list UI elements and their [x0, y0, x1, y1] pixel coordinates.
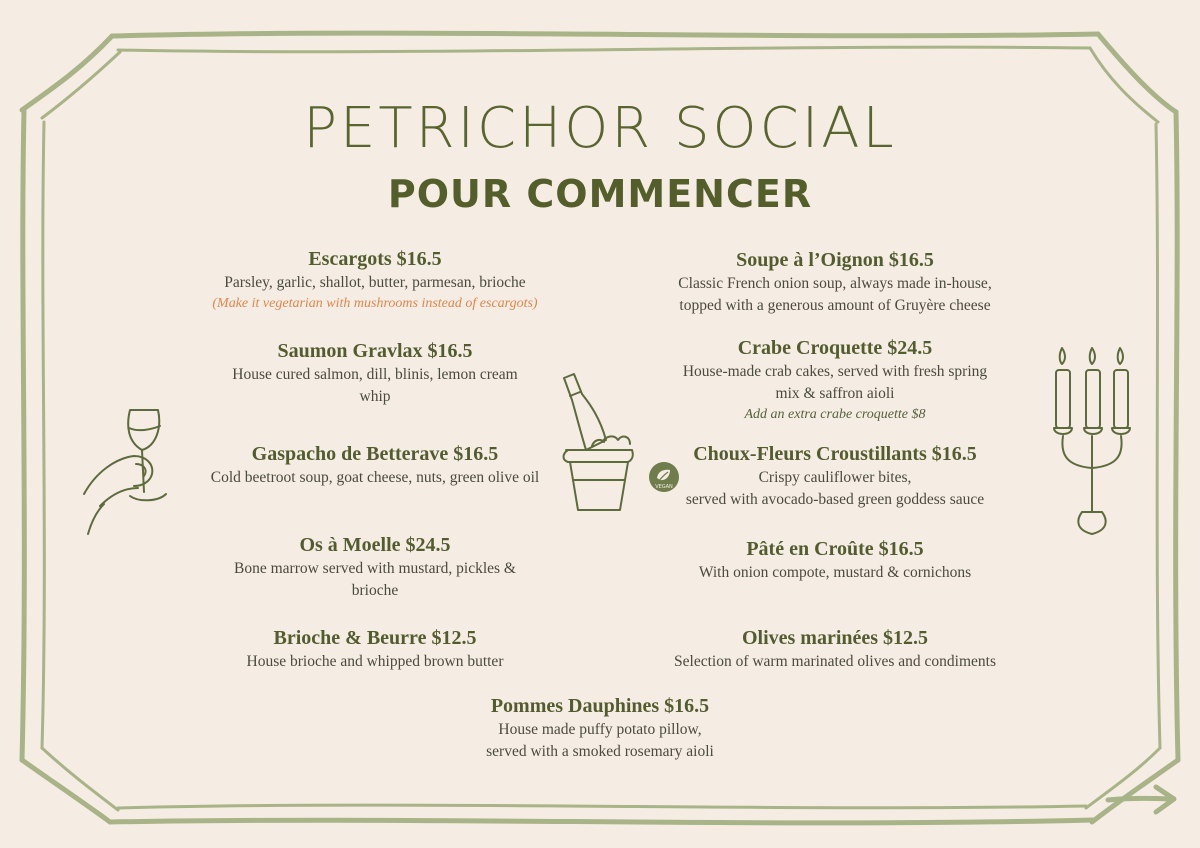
menu-item-choux-fleurs	[640, 441, 1030, 511]
item-note: Add an extra crabe croquette $8	[744, 407, 926, 422]
item-desc: served with a smoked rosemary aioli	[486, 743, 714, 760]
item-desc: Selection of warm marinated olives and condiments	[674, 653, 996, 670]
item-desc: With onion compote, mustard & cornichons	[698, 564, 972, 581]
item-desc: topped with a generous amount of Gruyère cheese	[679, 297, 991, 314]
item-desc: brioche	[351, 582, 399, 599]
item-note: (Make it vegetarian with mushrooms instead of escargots)	[212, 296, 538, 311]
item-desc: Cold beetroot soup, goat cheese, nuts, green olive oil	[210, 469, 540, 486]
menu-item-escargots	[170, 246, 580, 314]
item-name: Gaspacho de Betterave $16.5	[251, 443, 499, 465]
item-name: Olives marinées $12.5	[741, 627, 929, 649]
menu-item-crabe-croquette	[640, 335, 1030, 425]
item-desc: Crispy cauliflower bites,	[758, 469, 912, 486]
candelabra-icon	[1046, 344, 1142, 544]
item-name: Os à Moelle $24.5	[299, 534, 451, 556]
item-name: Brioche & Beurre $12.5	[273, 627, 477, 649]
vegan-badge-label: VEGAN	[655, 484, 673, 490]
menu-item-pate-en-croute	[640, 536, 1030, 584]
section-title: POUR COMMENCER	[387, 172, 813, 216]
item-desc: House made puffy potato pillow,	[498, 721, 702, 738]
item-name: Escargots $16.5	[308, 248, 442, 270]
item-desc: House cured salmon, dill, blinis, lemon cream	[232, 366, 518, 383]
menu-item-os-a-moelle	[170, 532, 580, 602]
menu-item-saumon-gravlax	[170, 338, 580, 408]
menu-item-soupe-oignon	[640, 247, 1030, 317]
next-page-arrow-icon[interactable]	[1104, 782, 1180, 816]
item-desc: whip	[359, 388, 391, 405]
menu-item-brioche-beurre	[170, 625, 580, 673]
menu-item-gaspacho	[170, 441, 580, 489]
item-desc: Classic French onion soup, always made in-house,	[678, 275, 992, 292]
item-desc: Parsley, garlic, shallot, butter, parmesan, brioche	[224, 274, 526, 291]
item-name: Saumon Gravlax $16.5	[277, 340, 473, 362]
menu-item-pommes-dauphines	[400, 693, 800, 763]
item-desc: served with avocado-based green goddess sauce	[685, 491, 985, 508]
item-name: Crabe Croquette $24.5	[737, 337, 933, 359]
item-desc: mix & saffron aioli	[775, 385, 895, 402]
wine-glass-hand-icon	[82, 402, 182, 538]
item-desc: House brioche and whipped brown butter	[246, 653, 504, 670]
menu-item-olives-marinees	[640, 625, 1030, 673]
item-name: Pommes Dauphines $16.5	[490, 695, 710, 717]
champagne-bucket-icon	[556, 370, 642, 516]
item-name: Soupe à l’Oignon $16.5	[736, 249, 934, 271]
item-name: Choux-Fleurs Croustillants $16.5	[693, 443, 977, 465]
item-name: Pâté en Croûte $16.5	[746, 538, 924, 560]
item-desc: Bone marrow served with mustard, pickles &	[234, 560, 516, 577]
item-desc: House-made crab cakes, served with fresh spring	[682, 363, 988, 380]
restaurant-name: PETRICHOR SOCIAL	[303, 96, 897, 161]
vegan-leaf-icon	[648, 461, 680, 493]
